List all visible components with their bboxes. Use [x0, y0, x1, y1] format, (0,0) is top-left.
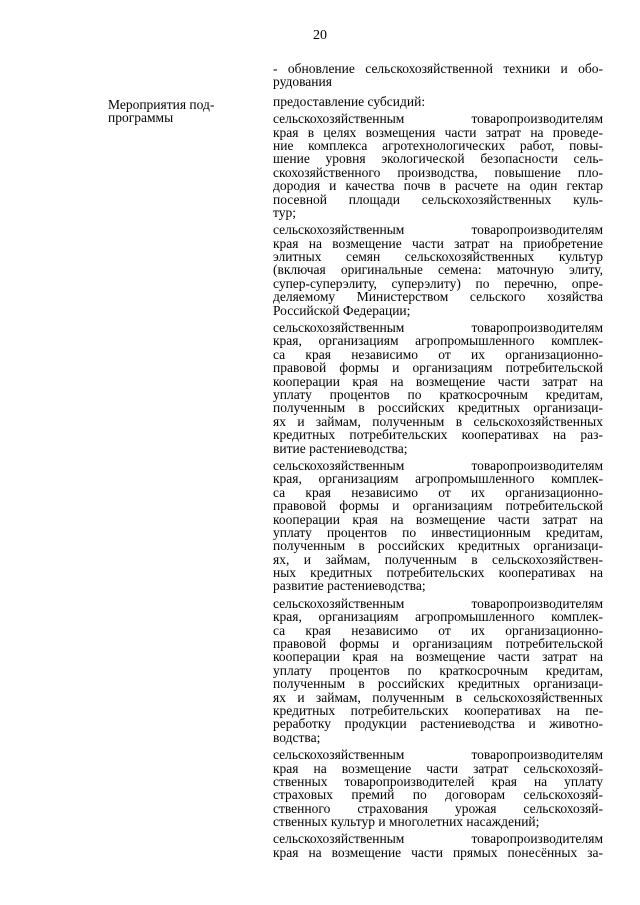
text-line: дородия и качества почв в расчете на один гектар: [273, 178, 603, 194]
text-line: сельскохозяйственным товаропроизводителям: [273, 457, 603, 473]
text-line: витие растениеводства;: [273, 440, 408, 456]
text-line: ние комплекса агротехнологических работ, повы-: [273, 137, 603, 153]
text-line: Российской Федерации;: [273, 302, 411, 318]
text-line: края в целях возмещения части затрат на проведе-: [273, 124, 603, 140]
text-line: полученным в российских кредитных организаци-: [273, 676, 603, 692]
text-line: сельскохозяйственным товаропроизводителям: [273, 747, 603, 763]
text-line: сельскохозяйственным товаропроизводителям: [273, 320, 603, 336]
text-line: края на возмещение части затрат сельскохозяй-: [273, 760, 603, 776]
text-line: края, организациям агропромышленного комплек-: [273, 609, 603, 625]
left-column-line: Мероприятия под-: [108, 97, 215, 112]
text-line: тур;: [273, 204, 296, 220]
text-line: (включая оригинальные семена: маточную элиту,: [273, 262, 603, 278]
text-line: полученным в российских кредитных организаци-: [273, 400, 603, 416]
text-line: - обновление сельскохозяйственной техники и обо-: [273, 61, 603, 76]
text-line: правовой формы и организациям потребительской: [273, 498, 603, 514]
subsidy-paragraph: [273, 832, 603, 859]
text-line: сельскохозяйственным товаропроизводителям: [273, 222, 603, 238]
text-line: кредитных потребительских кооперативах на пе-: [273, 702, 603, 718]
text-line: ственного страхования урожая сельскохозяй-: [273, 800, 603, 816]
text-line: кооперации края на возмещение части затрат на: [273, 649, 603, 665]
subsidies-heading: [273, 95, 603, 108]
subsidy-paragraph: [273, 223, 603, 317]
subsidy-paragraph: [273, 748, 603, 828]
text-line: края на возмещение части прямых понесённых за-: [273, 844, 603, 860]
text-line: кредитных потребительских кооперативах на раз-: [273, 427, 603, 443]
text-line: сельскохозяйственным товаропроизводителям: [273, 831, 603, 847]
text-line: края, организациям агропромышленного комплек-: [273, 333, 603, 349]
text-line: скохозяйственного производства, повышение пло-: [273, 164, 603, 180]
subsidy-paragraph: [273, 597, 603, 744]
page-number: 20: [313, 28, 327, 43]
text-line: развитие растениеводства;: [273, 578, 426, 594]
subsidy-paragraph: [273, 321, 603, 455]
left-column-line: программы: [108, 110, 174, 126]
text-line: са края независимо от их организационно-: [273, 346, 603, 362]
text-line: полученным в российских кредитных организаци-: [273, 538, 603, 554]
text-line: водства;: [273, 729, 321, 745]
subsidy-paragraph: [273, 112, 603, 219]
text-line: сельскохозяйственным товаропроизводителям: [273, 595, 603, 611]
text-line: края, организациям агропромышленного комплек-: [273, 471, 603, 487]
text-line: уплату процентов по краткосрочным кредитам,: [273, 662, 603, 678]
text-line: правовой формы и организациям потребительской: [273, 360, 603, 376]
text-line: шение уровня экологической безопасности сель-: [273, 151, 603, 167]
text-line: уплату процентов по краткосрочным кредитам,: [273, 386, 603, 402]
left-column: [108, 98, 258, 125]
text-line: кооперации края на возмещение части затрат на: [273, 373, 603, 389]
text-line: деляемому Министерством сельского хозяйства: [273, 289, 603, 305]
text-line: предоставление субсидий:: [273, 93, 426, 109]
subsidy-paragraphs: [273, 112, 603, 859]
text-line: правовой формы и организациям потребительской: [273, 636, 603, 652]
text-line: рудования: [273, 74, 332, 90]
text-line: ных кредитных потребительских кооперативах на: [273, 565, 603, 581]
intro-paragraph: [273, 62, 603, 89]
text-line: ях и займам, полученным в сельскохозяйственных: [273, 689, 603, 705]
subsidy-paragraph: [273, 459, 603, 593]
text-line: ях, и займам, полученным в сельскохозяйствен-: [273, 551, 603, 567]
right-column: [273, 62, 603, 859]
text-line: края на возмещение части затрат на приобретение: [273, 235, 603, 251]
text-line: ственных культур и многолетних насаждений;: [273, 814, 540, 830]
text-line: ственных товаропроизводителей края на уплату: [273, 773, 603, 789]
text-line: са края независимо от их организационно-: [273, 622, 603, 638]
text-line: супер-суперэлиту, суперэлиту) по перечню, опре-: [273, 275, 603, 291]
text-line: реработку продукции растениеводства и животно-: [273, 716, 603, 732]
text-line: са края независимо от их организационно-: [273, 484, 603, 500]
text-line: элитных семян сельскохозяйственных культур: [273, 249, 603, 265]
text-line: страховых премий по договорам сельскохозяй-: [273, 787, 603, 803]
text-line: сельскохозяйственным товаропроизводителям: [273, 111, 603, 127]
text-line: кооперации края на возмещение части затрат на: [273, 511, 603, 527]
text-line: ях и займам, полученным в сельскохозяйственных: [273, 413, 603, 429]
text-line: уплату процентов по инвестиционным кредитам,: [273, 524, 603, 540]
text-line: посевной площади сельскохозяйственных куль-: [273, 191, 603, 207]
